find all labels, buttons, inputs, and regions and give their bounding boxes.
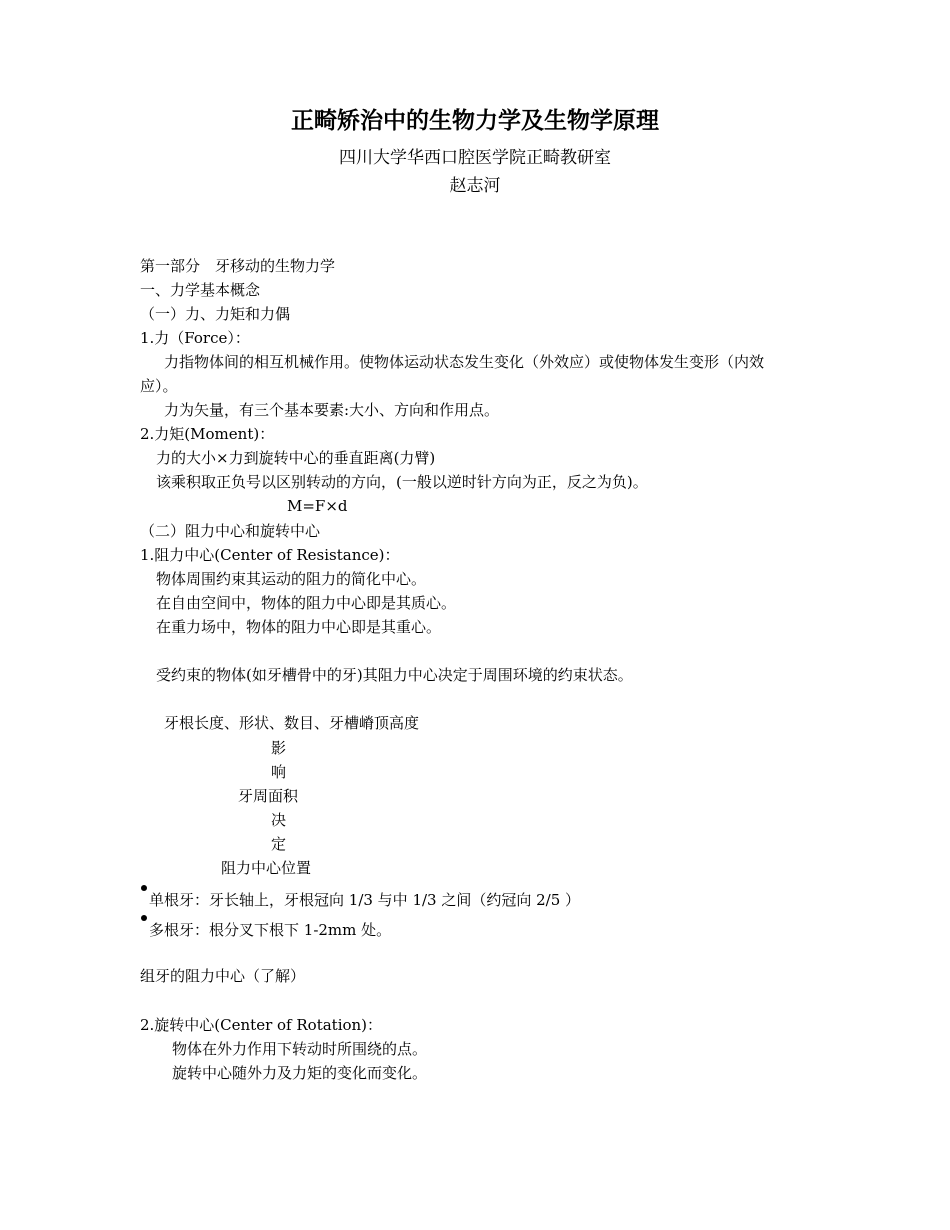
cr-constrained-text: 受约束的物体(如牙槽骨中的牙)其阻力中心决定于周围环境的约束状态。 (156, 666, 633, 684)
flow-factors: 牙根长度、形状、数目、牙槽嵴顶高度 (164, 714, 420, 732)
moment-title: 2.力矩(Moment)： (140, 425, 275, 443)
group-cr-text: 组牙的阻力中心（了解） (140, 967, 306, 985)
moment-definition-line-2: 该乘积取正负号以区别转动的方向，(一般以逆时针方向为正，反之为负)。 (156, 473, 648, 491)
document-title: 正畸矫治中的生物力学及生物学原理 (291, 107, 659, 134)
list-item: 多根牙：根分叉下根下 1-2mm 处。 (149, 921, 392, 939)
institution-line: 四川大学华西口腔医学院正畸教研室 (339, 148, 611, 168)
subsection-heading: （一）力、力矩和力偶 (140, 305, 291, 323)
list-item: 单根牙：牙长轴上，牙根冠向 1/3 与中 1/3 之间（约冠向 2/5 ） (149, 891, 581, 909)
force-definition-line-1: 力指物体间的相互机械作用。使物体运动状态发生变化（外效应）或使物体发生变形（内效 (164, 353, 765, 371)
flow-arrow-text: 定 (271, 835, 287, 853)
flow-arrow-text: 响 (271, 763, 287, 781)
cr-line: 在自由空间中，物体的阻力中心即是其质心。 (156, 594, 457, 612)
subsection-heading: （二）阻力中心和旋转中心 (140, 522, 321, 540)
flow-result: 阻力中心位置 (221, 859, 312, 877)
cr-title: 1.阻力中心(Center of Resistance)： (140, 546, 400, 564)
force-vector-text: 力为矢量，有三个基本要素:大小、方向和作用点。 (164, 401, 500, 419)
cr-line: 物体周围约束其运动的阻力的简化中心。 (156, 570, 427, 588)
part-heading: 第一部分 牙移动的生物力学 (140, 257, 336, 275)
rotation-line: 物体在外力作用下转动时所围绕的点。 (172, 1040, 428, 1058)
force-title: 1.力（Force）： (140, 329, 250, 347)
cr-line: 在重力场中，物体的阻力中心即是其重心。 (156, 618, 442, 636)
author-line: 赵志河 (449, 176, 501, 196)
flow-arrow-text: 决 (271, 811, 287, 829)
force-definition-line-2: 应）。 (140, 377, 178, 395)
flow-middle: 牙周面积 (238, 787, 299, 805)
moment-definition-line-1: 力的大小×力到旋转中心的垂直距离(力臂) (156, 449, 436, 467)
rotation-title: 2.旋转中心(Center of Rotation)： (140, 1016, 383, 1034)
section-heading: 一、力学基本概念 (140, 281, 261, 299)
rotation-line: 旋转中心随外力及力矩的变化而变化。 (172, 1064, 428, 1082)
moment-formula: M=F×d (287, 497, 348, 515)
bullet-icon (141, 885, 147, 891)
flow-arrow-text: 影 (271, 739, 287, 757)
bullet-icon (141, 915, 147, 921)
